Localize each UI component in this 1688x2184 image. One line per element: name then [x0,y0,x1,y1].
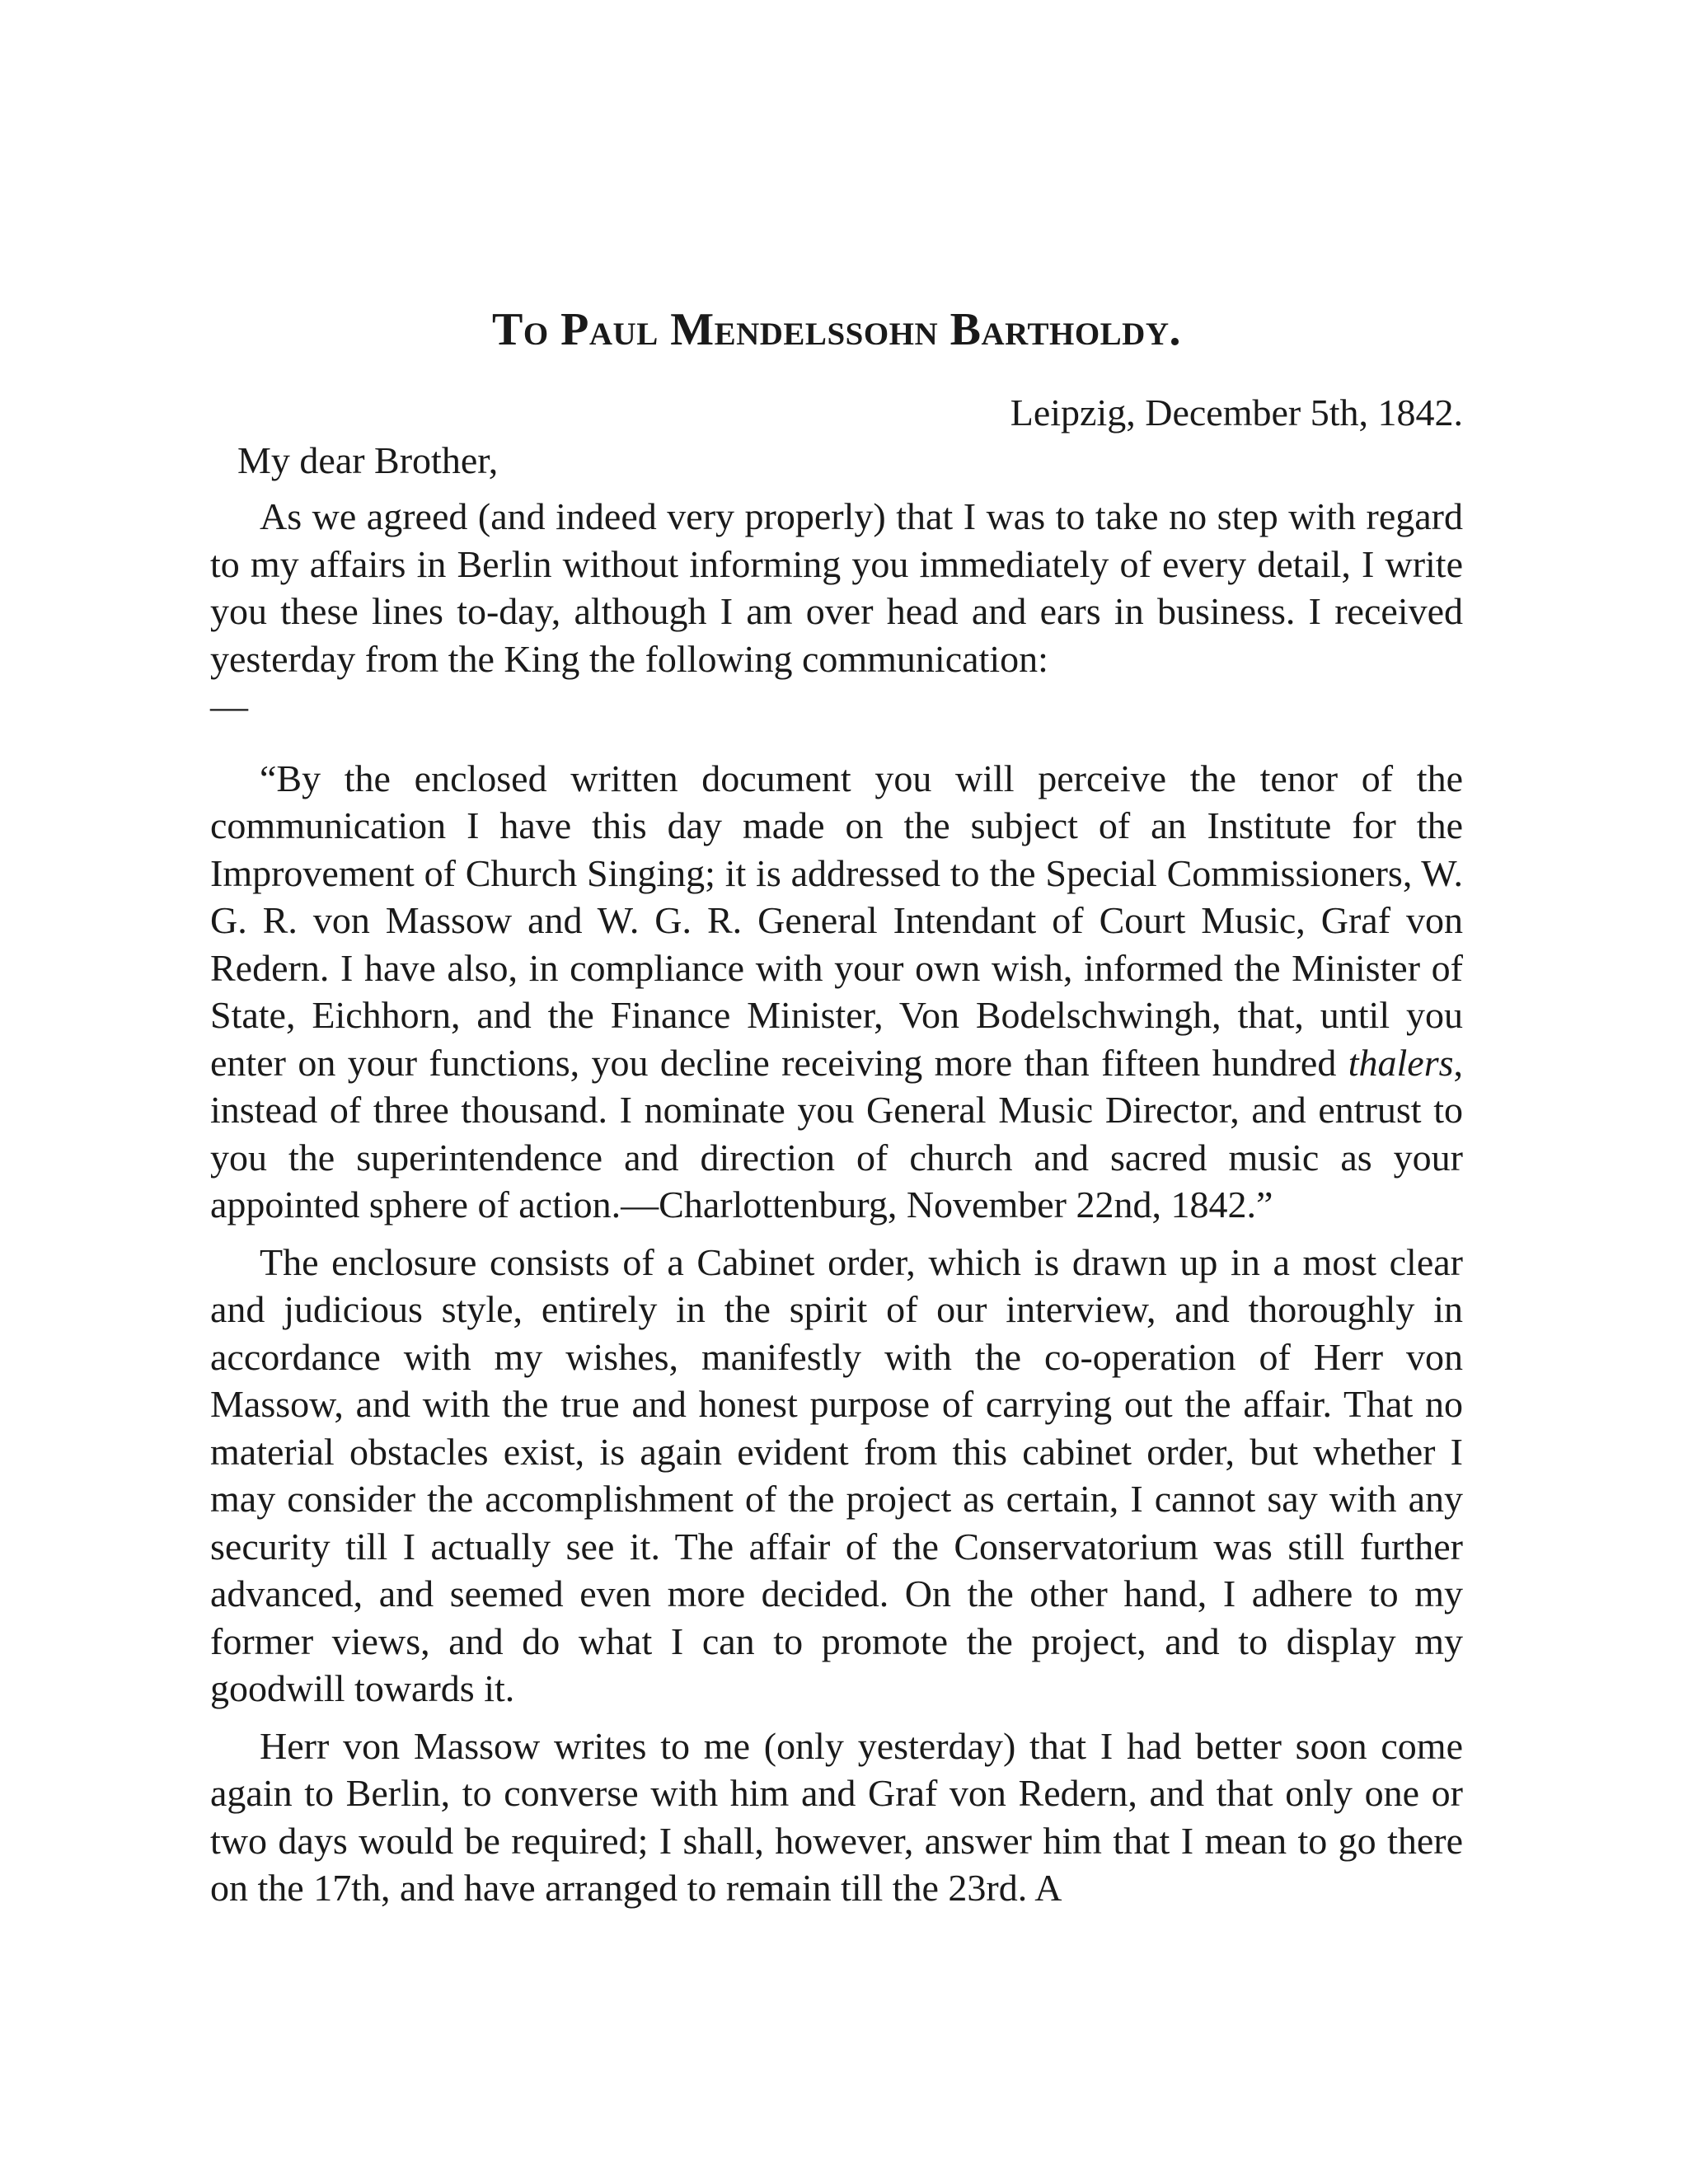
paragraph-3: The enclosure consists of a Cabinet order, which is drawn up in a most clear and judicious style, entirely in the spirit of our interview, and thoroughly in accordance with my wishes, manifestly with the co-operation of Herr von Massow, and with the true and honest purpose of carrying out the affair. That no material obstacles exist, is again evident from this cabinet order, but whether I may consider the accomplishment of the project as certain, I cannot say with any security till I actually see it. The affair of the Conservatorium was still further advanced, and seemed even more decided. On the other hand, I adhere to my former views, and do what I can to promote the project, and to display my goodwill towards it. [210,1240,1463,1709]
letter-title: To Paul Mendelssohn Bartholdy. [491,304,1181,355]
letter-dateline: Leipzig, December 5th, 1842. [1010,391,1463,434]
quotation-text-end: , instead of three thousand. I nominate you General Music Director, and entrust to you the superintendence and direction of church and sacred music as your appointed sphere of action.—Charlottenburg, November 22nd, 1842.” [210,1041,1463,1226]
quotation-text-start: “By the enclosed written document you will perceive the tenor of the communication I have this day made on the subject of an Institute for the Improvement of Church Singing; it is addressed to the Special Commissioners, W. G. R. von Massow and W. G. R. General Intendant of Court Music, Graf von Redern. I have also, in compliance with your own wish, informed the Minister of State, Eichhorn, and the Finance Minister, Von Bodelschwingh, that, until you enter on your functions, you decline receiving more than fifteen hundred [210,757,1463,1084]
paragraph-4: Herr von Massow writes to me (only yesterday) that I had better soon come again to Berlin, to converse with him and Graf von Redern, and that only one or two days would be required; I shall, however, answer him that I mean to go there on the 17th, and have arranged to remain till the 23rd. A [210,1724,1463,1909]
letter-salutation: My dear Brother, [237,439,499,481]
paragraph-2-quotation [210,755,1463,1229]
paragraph-1-dash: — [210,685,248,727]
paragraph-1: As we agreed (and indeed very properly) that I was to take no step with regard to my affairs in Berlin without informing you immediately of every detail, I write you these lines to-day, although I am over head and ears in business. I received yesterday from the King the following communication: [210,495,1463,680]
quotation-italic-word: thalers [1348,1041,1454,1084]
letter-body [210,493,1463,1912]
